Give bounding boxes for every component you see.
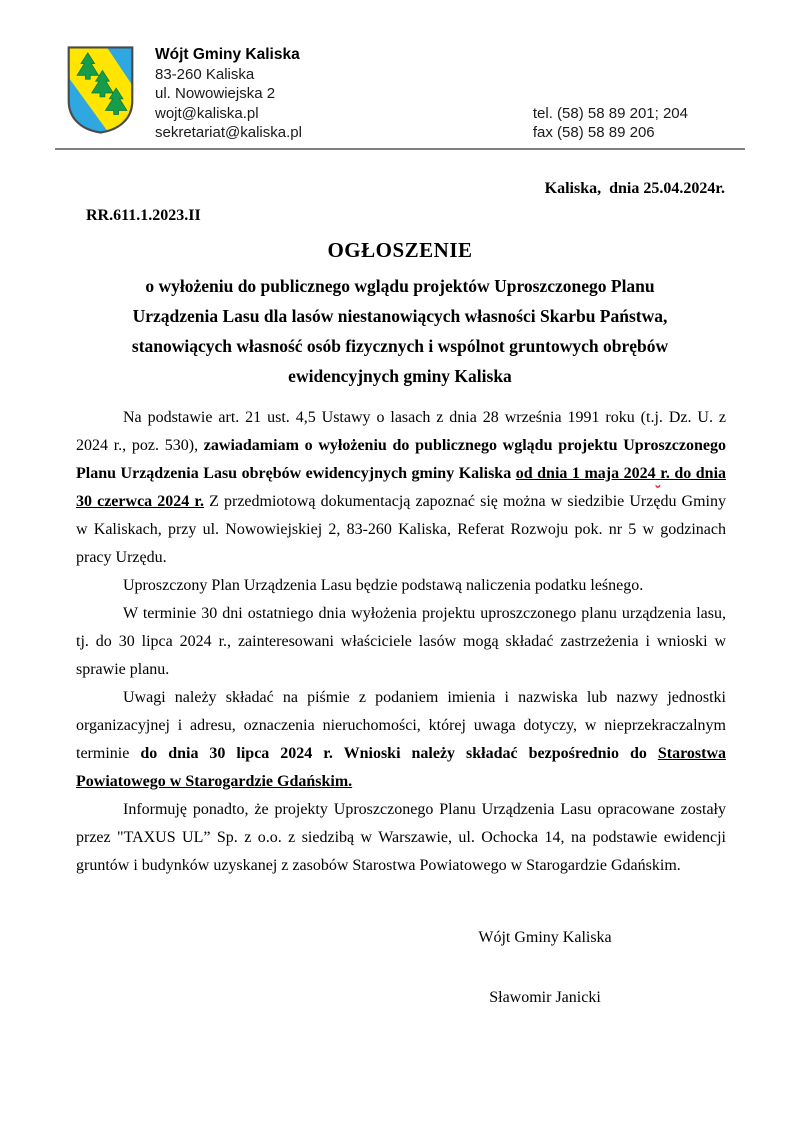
- body-paragraph: [76, 684, 726, 796]
- signature-name: Sławomir Janicki: [489, 988, 601, 1006]
- email-address: wojt@kaliska.pl: [155, 104, 259, 122]
- text-segment: r. do dnia 30 czerwca 2024 r.: [76, 464, 727, 510]
- organization-name: Wójt Gminy Kaliska: [155, 46, 300, 63]
- body-paragraph: [76, 600, 726, 684]
- text-segment: do dnia 30 lipca 2024 r. Wnioski należy składać bezpośrednio do: [140, 744, 658, 762]
- email-address: sekretariat@kaliska.pl: [155, 124, 302, 141]
- text-segment: Starostwa Powiatowego w Starogardzie Gdańskim.: [76, 744, 727, 790]
- address-line: ul. Nowowiejska 2: [155, 85, 276, 102]
- signature-block: [445, 924, 645, 1012]
- text-segment: Uwagi należy składać na piśmie z podaniem imienia i nazwiska lub nazwy jednostki organizacyjnej i adresu, oznaczenia nieruchomości, której uwaga dotyczy, w nieprzekraczalnym terminie: [76, 688, 726, 762]
- subtitle-line: o wyłożeniu do publicznego wglądu projektów Uproszczonego Planu: [145, 275, 655, 296]
- text-segment: Informuję ponadto, że projekty Uproszczonego Planu Urządzenia Lasu opracowane zostały przez "TAXUS UL” Sp. z o.o. z siedzibą w Warszawie, ul. Ochocka 14, na podstawie ewidencji gruntów i budynków uzyskanej z zasobów Starostwa Powiatowego w Starogardzie Gdańskim.: [76, 800, 726, 874]
- text-segment: zawiadamiam o wyłożeniu do publicznego wglądu projektu Uproszczonego Planu Urządzenia Lasu obrębów ewidencyjnych gminy Kaliska: [76, 436, 727, 482]
- letterhead-contact-block: [533, 104, 688, 143]
- body-paragraph: [76, 572, 726, 600]
- letterhead-address-block: [155, 45, 302, 143]
- address-line: 83-260 Kaliska: [155, 65, 255, 83]
- fax-number: fax (58) 58 89 206: [532, 124, 655, 141]
- text-segment: Z przedmiotową dokumentacją zapoznać się można w siedzibie Urzędu Gminy w Kaliskach, przy ul. Nowowiejskiej 2, 83-260 Kaliska, Referat Rozwoju pok. nr 5 w godzinach pracy Urzędu.: [76, 492, 726, 566]
- body-paragraph: [76, 796, 726, 880]
- text-segment: W terminie 30 dni ostatniego dnia wyłożenia projektu uproszczonego planu urządzenia lasu, tj. do 30 lipca 2024 r., zainteresowani właściciele lasów mogą składać zastrzeżenia i wnioski w sprawie planu.: [76, 604, 726, 678]
- notice-subtitle: [0, 271, 800, 391]
- letterhead-divider: [55, 148, 745, 150]
- phone-number: tel. (58) 58 89 201; 204: [532, 104, 688, 122]
- text-segment: Na podstawie art. 21 ust. 4,5 Ustawy o lasach z dnia 28 września 1991 roku (t.j. Dz. U. z 2024 r., poz. 530),: [76, 408, 726, 454]
- place-and-date: Kaliska, dnia 25.04.2024r.: [544, 179, 725, 197]
- document-title: OGŁOSZENIE: [327, 237, 473, 262]
- subtitle-line: stanowiących własność osób fizycznych i wspólnot gruntowych obrębów: [131, 335, 669, 356]
- reference-number: RR.611.1.2023.II: [86, 206, 201, 224]
- subtitle-line: ewidencyjnych gminy Kaliska: [288, 365, 512, 386]
- subtitle-line: Urządzenia Lasu dla lasów niestanowiących własności Skarbu Państwa,: [132, 305, 668, 326]
- text-segment: Uproszczony Plan Urządzenia Lasu będzie podstawą naliczenia podatku leśnego.: [123, 576, 644, 594]
- letterhead: [66, 45, 800, 143]
- kaliska-coat-of-arms-icon: [66, 45, 135, 135]
- body-paragraph: [76, 404, 726, 572]
- document-body: [76, 404, 726, 880]
- text-segment: od dnia 1 maja 2024: [515, 464, 656, 482]
- signature-role: Wójt Gminy Kaliska: [478, 928, 612, 946]
